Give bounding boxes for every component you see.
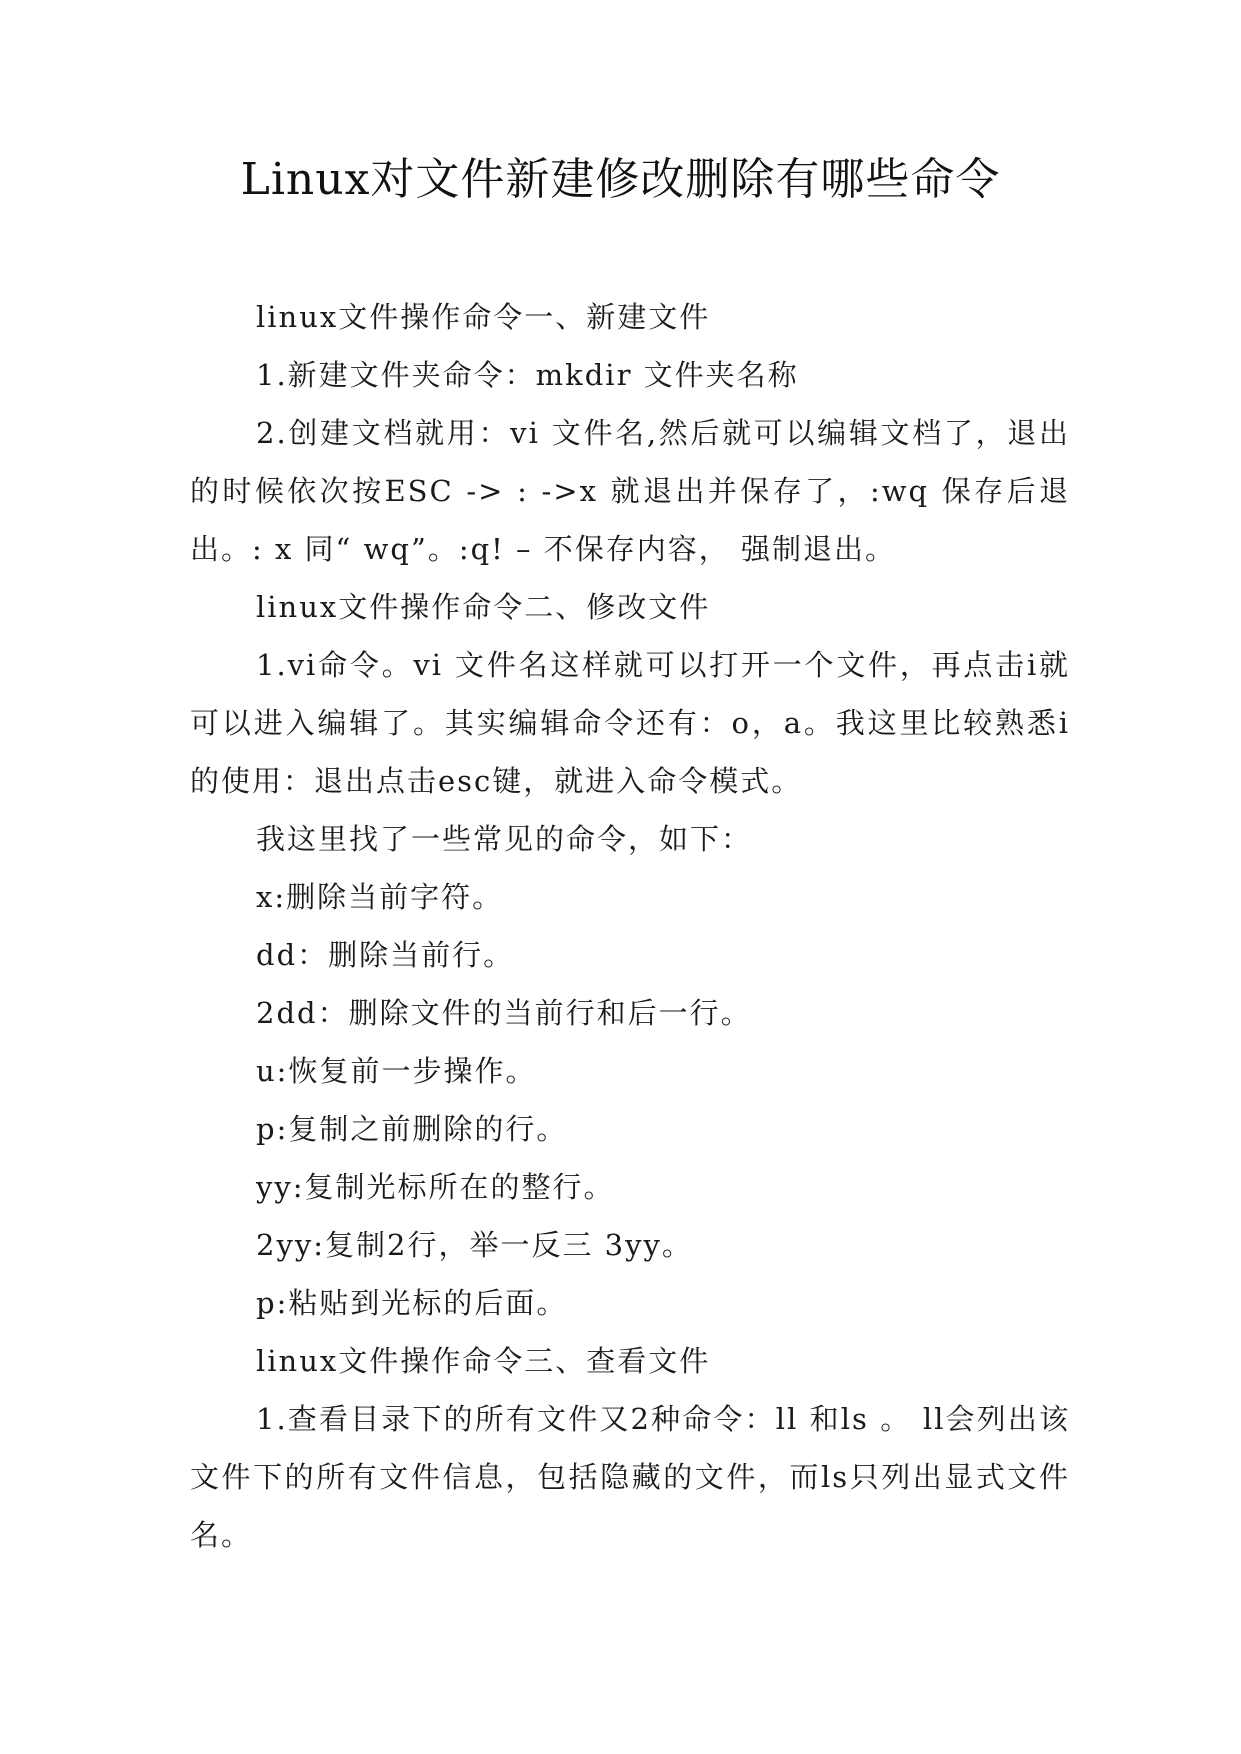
paragraph-vi-edit: 1.vi命令。vi 文件名这样就可以打开一个文件，再点击i就可以进入编辑了。其实编辑命令还有：o，a。我这里比较熟悉i的使用：退出点击esc键，就进入命令模式。: [190, 648, 1070, 798]
command-item: yy:复制光标所在的整行。: [256, 1170, 615, 1204]
paragraph-vi-create: 2.创建文档就用：vi 文件名,然后就可以编辑文档了，退出的时候依次按ESC -> : ->x 就退出并保存了，:wq 保存后退出。: x 同“ wq”。:q! – 不保存内容， 强制退出。: [190, 416, 1070, 566]
section-heading-view: linux文件操作命令三、查看文件: [256, 1344, 711, 1378]
section-heading-create: linux文件操作命令一、新建文件: [256, 300, 711, 334]
command-item: x:删除当前字符。: [256, 880, 504, 914]
command-item: 2dd：删除文件的当前行和后一行。: [256, 996, 752, 1030]
section-heading-modify: linux文件操作命令二、修改文件: [256, 590, 711, 624]
document-body: [190, 288, 1070, 1564]
document-title: Linux对文件新建修改删除有哪些命令: [240, 154, 1001, 205]
command-item: 2yy:复制2行，举一反三 3yy。: [256, 1228, 693, 1262]
command-item: u:恢复前一步操作。: [256, 1054, 537, 1088]
paragraph-common-commands-intro: 我这里找了一些常见的命令，如下：: [256, 822, 753, 856]
command-item: p:复制之前删除的行。: [256, 1112, 568, 1146]
paragraph-mkdir: 1.新建文件夹命令：mkdir 文件夹名称: [256, 358, 799, 392]
command-item: dd：删除当前行。: [256, 938, 515, 972]
command-item: p:粘贴到光标的后面。: [256, 1286, 568, 1320]
paragraph-ll-ls: 1.查看目录下的所有文件又2种命令：ll 和ls 。 ll会列出该文件下的所有文件信息，包括隐藏的文件，而ls只列出显式文件名。: [190, 1402, 1070, 1552]
